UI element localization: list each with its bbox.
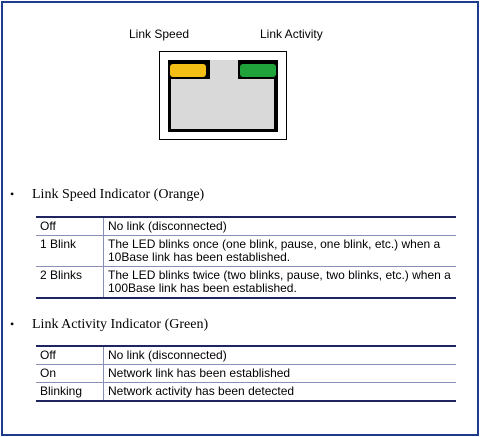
description-cell: No link (disconnected) [104,346,457,365]
activity-indicator-table [36,345,456,402]
description-cell: Network activity has been detected [104,383,457,402]
table-row [36,365,456,383]
rj45-jack [168,60,278,132]
jack-notch [210,60,238,80]
state-cell: Off [36,346,104,365]
speed-indicator-table [36,216,456,299]
speed-heading-text: Link Speed Indicator (Orange) [32,187,205,202]
table-row [36,267,456,299]
state-cell: 1 Blink [36,236,104,267]
table-row [36,383,456,402]
description-cell: Network link has been established [104,365,457,383]
state-cell: 2 Blinks [36,267,104,299]
table-row [36,236,456,267]
link-speed-led [170,64,206,77]
link-speed-label: Link Speed [129,27,190,41]
description-cell: The LED blinks twice (two blinks, pause, two blinks, etc.) when a 100Base link has been established. [104,267,457,299]
table-row [36,346,456,365]
activity-heading-text: Link Activity Indicator (Green) [32,317,209,332]
table-row [36,217,456,236]
bullet-icon: • [10,187,15,201]
bullet-icon: • [10,317,15,331]
state-cell: On [36,365,104,383]
jack-face [171,79,274,129]
description-cell: No link (disconnected) [104,217,457,236]
state-cell: Blinking [36,383,104,402]
ethernet-port-diagram [159,51,287,140]
activity-section-heading [10,317,208,333]
state-cell: Off [36,217,104,236]
description-cell: The LED blinks once (one blink, pause, one blink, etc.) when a 10Base link has been established. [104,236,457,267]
speed-section-heading [10,187,204,203]
link-activity-label: Link Activity [260,27,323,41]
link-activity-led [240,64,276,77]
